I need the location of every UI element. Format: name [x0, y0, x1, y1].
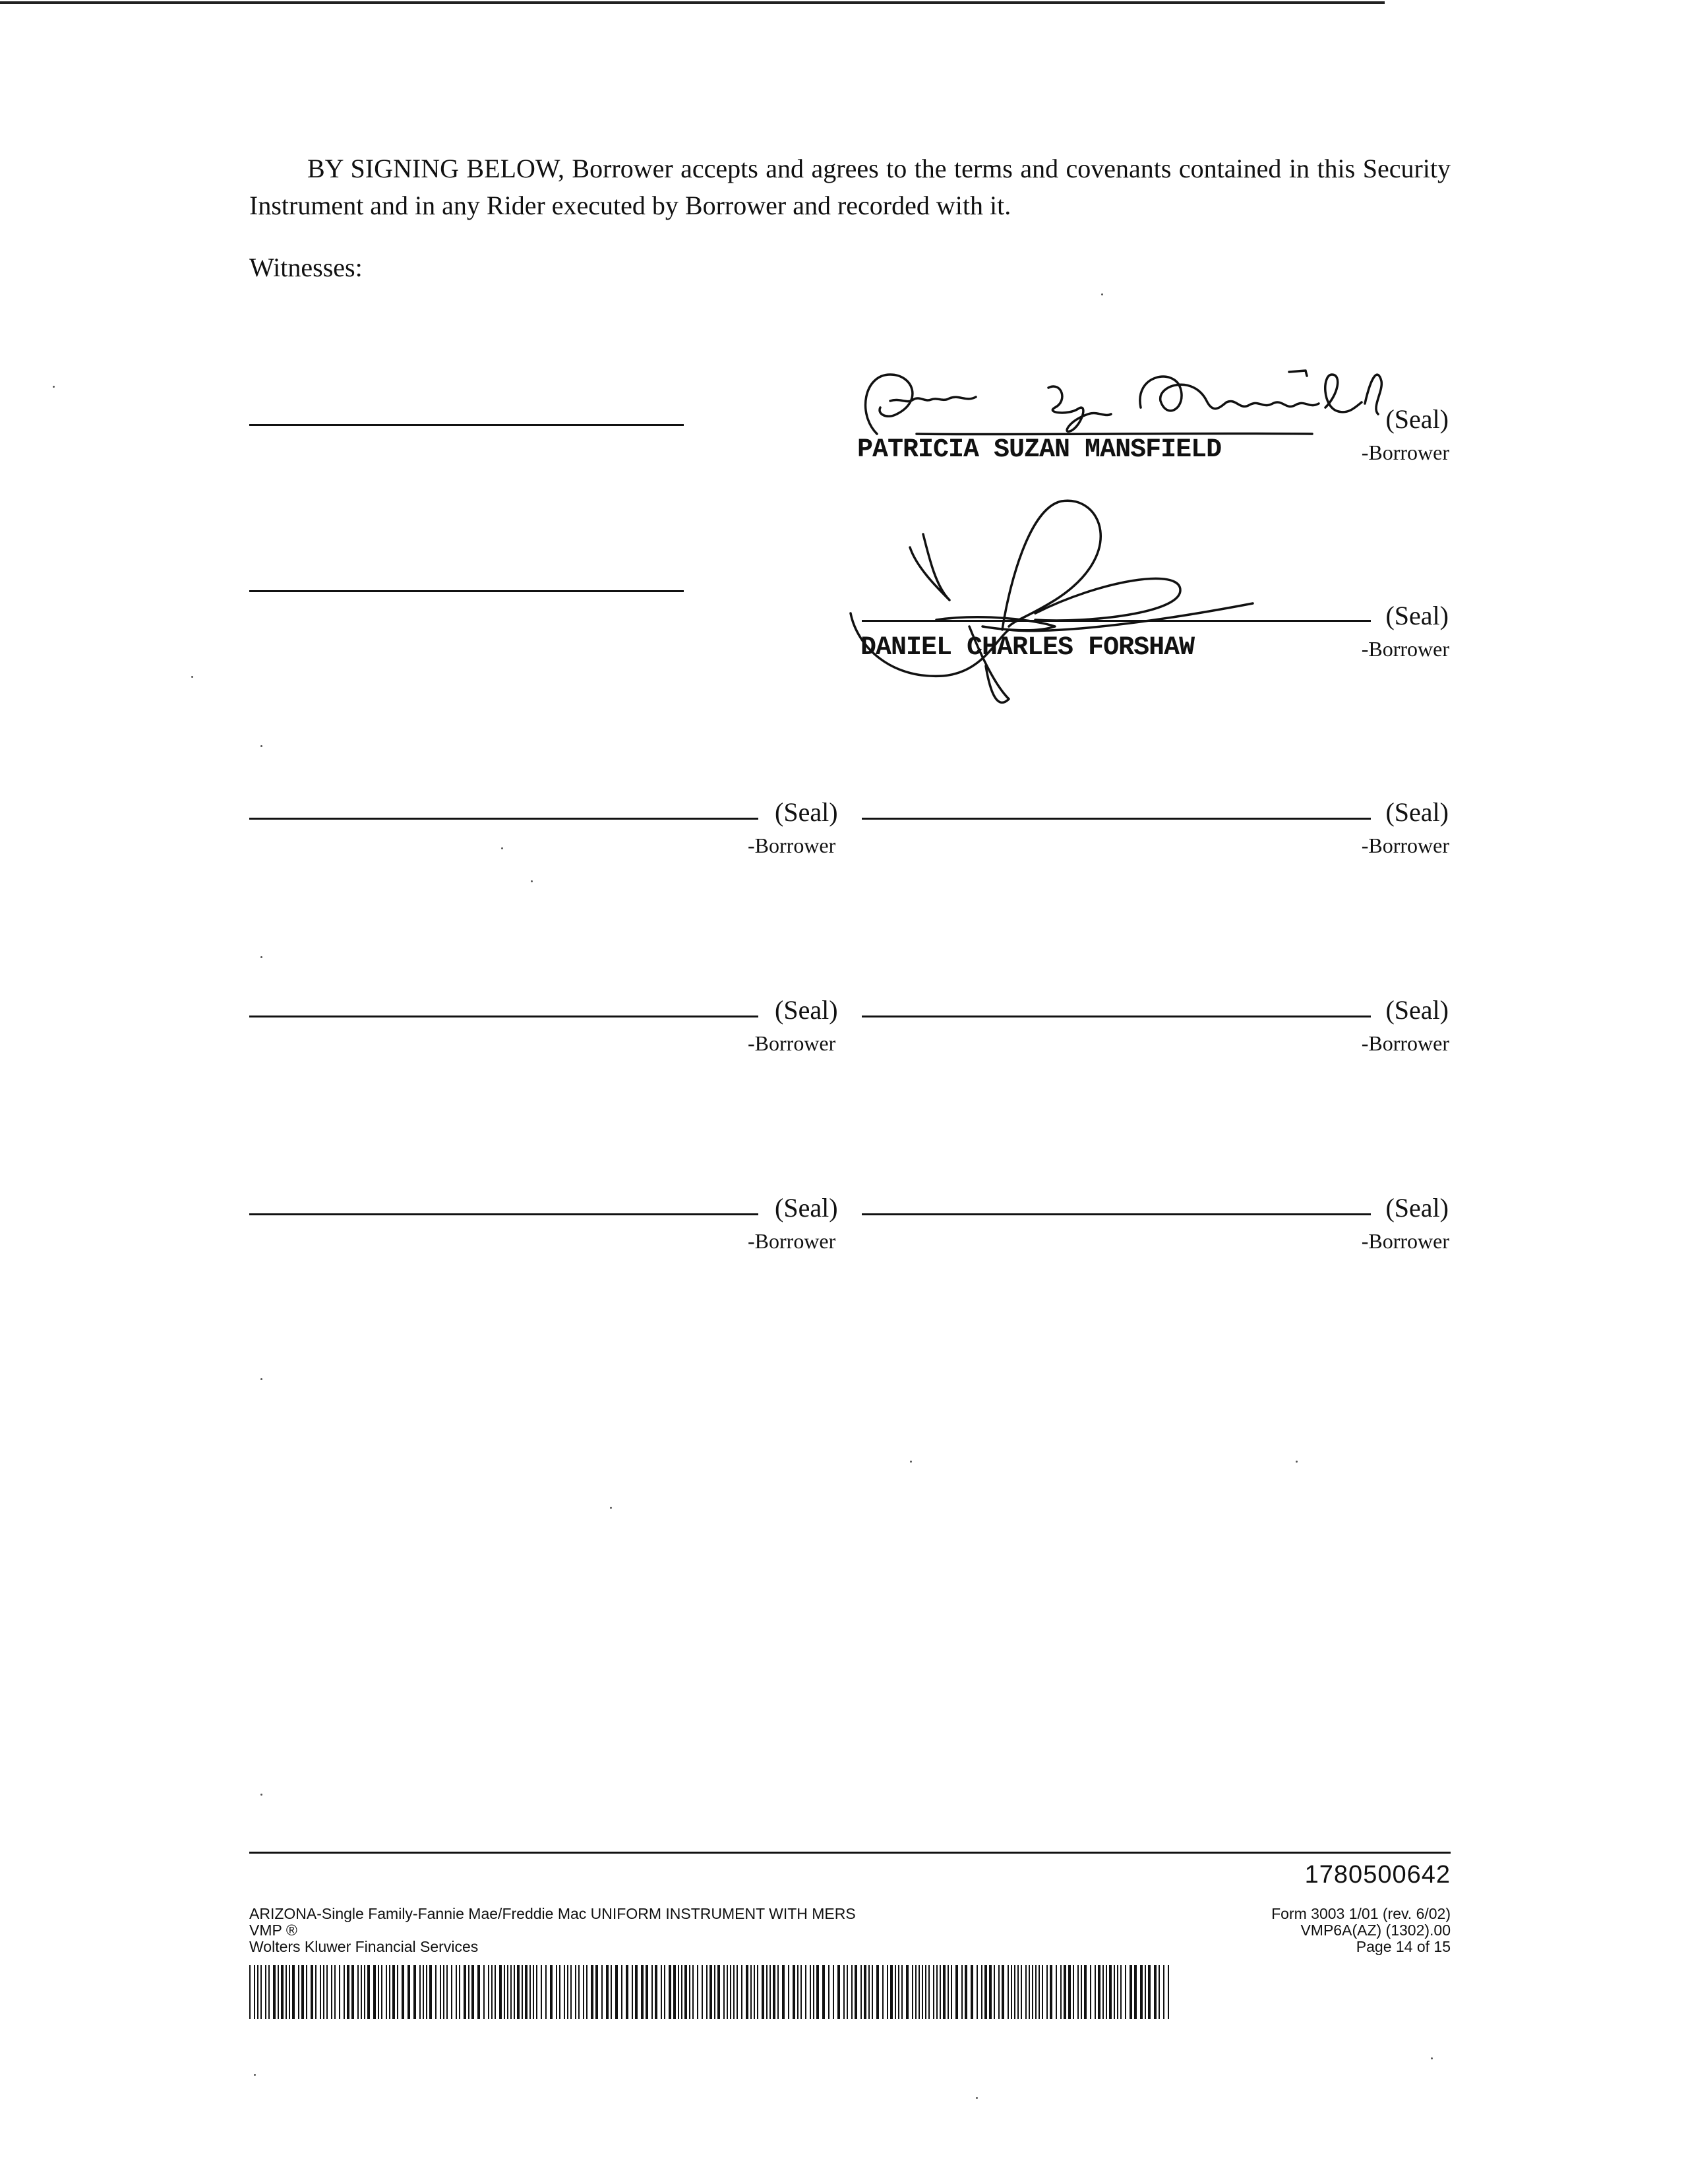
- form-code: VMP6A(AZ) (1302).00: [1300, 1922, 1451, 1939]
- barcode-bar: [281, 1965, 284, 2019]
- barcode-bar: [800, 1965, 802, 2019]
- barcode-bar: [1154, 1965, 1157, 2019]
- barcode-bar: [1068, 1965, 1071, 2019]
- barcode-bar: [692, 1965, 694, 2019]
- barcode-bar: [429, 1965, 432, 2019]
- signer-1-name: PATRICIA SUZAN MANSFIELD: [857, 435, 1222, 465]
- barcode-bar: [928, 1965, 930, 2019]
- borrower-label-signer-2: -Borrower: [1361, 637, 1449, 661]
- barcode-bar: [525, 1965, 528, 2019]
- barcode-bar: [301, 1965, 304, 2019]
- barcode-bar: [1011, 1965, 1012, 2019]
- barcode-bar: [714, 1965, 715, 2019]
- blank-borrower-line: [249, 818, 758, 820]
- borrower-label: -Borrower: [1361, 1031, 1449, 1055]
- barcode-bar: [828, 1965, 829, 2019]
- barcode-bar: [361, 1965, 362, 2019]
- barcode-bar: [678, 1965, 679, 2019]
- barcode-bar: [364, 1965, 365, 2019]
- barcode-bar: [1014, 1965, 1015, 2019]
- barcode-bar: [522, 1965, 523, 2019]
- barcode-bar: [289, 1965, 290, 2019]
- barcode-bar: [1039, 1965, 1040, 2019]
- barcode-bar: [733, 1965, 735, 2019]
- barcode-bar: [559, 1965, 560, 2019]
- barcode-bar: [311, 1965, 313, 2019]
- barcode-bar: [1120, 1965, 1122, 2019]
- barcode-bar: [1148, 1965, 1151, 2019]
- barcode-bar: [583, 1965, 584, 2019]
- barcode-bar: [1090, 1965, 1091, 2019]
- footer-rule: [249, 1852, 1451, 1854]
- blank-borrower-line: [249, 1016, 758, 1017]
- barcode-bar: [249, 1965, 251, 2019]
- barcode-bar: [843, 1965, 845, 2019]
- document-barcode: [249, 1965, 1178, 2019]
- barcode-bar: [989, 1965, 992, 2019]
- barcode-bar: [357, 1965, 359, 2019]
- barcode-bar: [994, 1965, 995, 2019]
- barcode-bar: [578, 1965, 580, 2019]
- barcode-bar: [793, 1965, 795, 2019]
- barcode-bar: [477, 1965, 480, 2019]
- barcode-bar: [456, 1965, 457, 2019]
- barcode-bar: [586, 1965, 588, 2019]
- barcode-bar: [998, 1965, 1000, 2019]
- barcode-bar: [737, 1965, 738, 2019]
- barcode-bar: [868, 1965, 870, 2019]
- borrower-label: -Borrower: [748, 1031, 836, 1055]
- barcode-bar: [1117, 1965, 1118, 2019]
- barcode-bar: [378, 1965, 379, 2019]
- barcode-bar: [491, 1965, 493, 2019]
- barcode-bar: [1002, 1965, 1004, 2019]
- barcode-bar: [564, 1965, 565, 2019]
- barcode-bar: [933, 1965, 934, 2019]
- seal-label: (Seal): [1385, 797, 1449, 827]
- barcode-bar: [541, 1965, 542, 2019]
- barcode-bar: [443, 1965, 444, 2019]
- barcode-bar: [750, 1965, 752, 2019]
- barcode-bar: [567, 1965, 568, 2019]
- barcode-bar: [635, 1965, 638, 2019]
- barcode-bar: [286, 1965, 287, 2019]
- barcode-bar: [426, 1965, 427, 2019]
- barcode-bar: [664, 1965, 665, 2019]
- barcode-bar: [887, 1965, 888, 2019]
- barcode-bar: [782, 1965, 785, 2019]
- barcode-bar: [773, 1965, 775, 2019]
- barcode-bar: [278, 1965, 279, 2019]
- barcode-bar: [977, 1965, 978, 2019]
- barcode-bar: [459, 1965, 460, 2019]
- barcode-bar: [961, 1965, 963, 2019]
- blank-borrower-line: [862, 1016, 1371, 1017]
- barcode-bar: [706, 1965, 708, 2019]
- barcode-bar: [529, 1965, 531, 2019]
- barcode-bar: [495, 1965, 496, 2019]
- barcode-bar: [895, 1965, 896, 2019]
- seal-label: (Seal): [775, 797, 838, 827]
- barcode-bar: [626, 1965, 628, 2019]
- barcode-bar: [517, 1965, 520, 2019]
- barcode-bar: [717, 1965, 720, 2019]
- barcode-bar: [855, 1965, 857, 2019]
- form-title-line: ARIZONA-Single Family-Fannie Mae/Freddie Mac UNIFORM INSTRUMENT WITH MERS: [249, 1905, 856, 1922]
- barcode-bar: [591, 1965, 593, 2019]
- barcode-bar: [273, 1965, 276, 2019]
- barcode-bar: [912, 1965, 913, 2019]
- barcode-bar: [813, 1965, 814, 2019]
- barcode-bar: [646, 1965, 648, 2019]
- barcode-bar: [919, 1965, 920, 2019]
- barcode-bar: [1025, 1965, 1027, 2019]
- barcode-bar: [260, 1965, 262, 2019]
- barcode-bar: [435, 1965, 437, 2019]
- barcode-bar: [373, 1965, 376, 2019]
- borrower-label: -Borrower: [748, 834, 836, 857]
- barcode-bar: [769, 1965, 771, 2019]
- barcode-bar: [601, 1965, 603, 2019]
- barcode-bar: [1145, 1965, 1146, 2019]
- barcode-bar: [906, 1965, 909, 2019]
- barcode-bar: [1134, 1965, 1137, 2019]
- barcode-bar: [833, 1965, 834, 2019]
- barcode-bar: [606, 1965, 609, 2019]
- barcode-bar: [1050, 1965, 1052, 2019]
- borrower-signature-2: [837, 488, 1273, 712]
- barcode-bar: [1130, 1965, 1132, 2019]
- barcode-bar: [268, 1965, 270, 2019]
- barcode-bar: [419, 1965, 421, 2019]
- form-number: Form 3003 1/01 (rev. 6/02): [1271, 1905, 1451, 1922]
- barcode-bar: [536, 1965, 537, 2019]
- barcode-bar: [788, 1965, 789, 2019]
- barcode-bar: [971, 1965, 973, 2019]
- barcode-bar: [955, 1965, 958, 2019]
- barcode-bar: [681, 1965, 682, 2019]
- barcode-bar: [822, 1965, 825, 2019]
- barcode-bar: [446, 1965, 448, 2019]
- barcode-bar: [367, 1965, 370, 2019]
- barcode-bar: [632, 1965, 633, 2019]
- barcode-bar: [1073, 1965, 1074, 2019]
- barcode-bar: [570, 1965, 572, 2019]
- barcode-bar: [762, 1965, 764, 2019]
- barcode-bar: [1098, 1965, 1100, 2019]
- barcode-bar: [344, 1965, 345, 2019]
- barcode-bar: [507, 1965, 508, 2019]
- barcode-bar: [951, 1965, 952, 2019]
- barcode-bar: [550, 1965, 553, 2019]
- seal-label: (Seal): [1385, 995, 1449, 1025]
- borrower-label: -Borrower: [748, 1229, 836, 1253]
- signing-statement-text: BY SIGNING BELOW, Borrower accepts and agrees to the terms and covenants contained in this Security Instrument and in any Rider executed by Borrower and recorded with it.: [249, 154, 1451, 220]
- barcode-bar: [925, 1965, 926, 2019]
- barcode-bar: [1029, 1965, 1030, 2019]
- seal-label-signer-2: (Seal): [1385, 601, 1449, 630]
- barcode-bar: [847, 1965, 848, 2019]
- barcode-bar: [351, 1965, 354, 2019]
- barcode-bar: [386, 1965, 387, 2019]
- barcode-bar: [315, 1965, 316, 2019]
- barcode-bar: [922, 1965, 923, 2019]
- barcode-bar: [943, 1965, 946, 2019]
- barcode-bar: [471, 1965, 474, 2019]
- barcode-bar: [292, 1965, 295, 2019]
- barcode-bar: [254, 1965, 255, 2019]
- barcode-bar: [1106, 1965, 1107, 2019]
- barcode-bar: [702, 1965, 703, 2019]
- barcode-bar: [334, 1965, 336, 2019]
- barcode-bar: [898, 1965, 899, 2019]
- barcode-bar: [837, 1965, 840, 2019]
- barcode-bar: [326, 1965, 328, 2019]
- barcode-bar: [915, 1965, 917, 2019]
- barcode-bar: [1114, 1965, 1115, 2019]
- barcode-bar: [407, 1965, 410, 2019]
- publisher-line: Wolters Kluwer Financial Services: [249, 1938, 479, 1955]
- borrower-label-signer-1: -Borrower: [1361, 440, 1449, 464]
- barcode-bar: [381, 1965, 382, 2019]
- barcode-bar: [872, 1965, 873, 2019]
- vmp-line: VMP ®: [249, 1922, 297, 1939]
- barcode-bar: [306, 1965, 307, 2019]
- witness-signature-line-1: [249, 424, 684, 426]
- barcode-bar: [1017, 1965, 1019, 2019]
- barcode-bar: [611, 1965, 612, 2019]
- barcode-bar: [510, 1965, 512, 2019]
- witnesses-label: Witnesses:: [249, 253, 363, 282]
- barcode-bar: [777, 1965, 779, 2019]
- barcode-bar: [965, 1965, 967, 2019]
- blank-borrower-line: [249, 1213, 758, 1215]
- barcode-bar: [1084, 1965, 1087, 2019]
- barcode-bar: [1125, 1965, 1126, 2019]
- barcode-bar: [339, 1965, 340, 2019]
- page-number: Page 14 of 15: [1356, 1938, 1451, 1955]
- barcode-bar: [1046, 1965, 1048, 2019]
- barcode-bar: [389, 1965, 390, 2019]
- barcode-bar: [545, 1965, 547, 2019]
- barcode-bar: [320, 1965, 321, 2019]
- barcode-bar: [347, 1965, 349, 2019]
- barcode-bar: [797, 1965, 799, 2019]
- borrower-label: -Borrower: [1361, 1229, 1449, 1253]
- barcode-bar: [323, 1965, 324, 2019]
- barcode-bar: [981, 1965, 982, 2019]
- barcode-bar: [556, 1965, 557, 2019]
- barcode-bar: [810, 1965, 811, 2019]
- barcode-bar: [661, 1965, 662, 2019]
- barcode-bar: [298, 1965, 299, 2019]
- barcode-bar: [499, 1965, 502, 2019]
- barcode-bar: [655, 1965, 657, 2019]
- barcode-bar: [673, 1965, 676, 2019]
- barcode-bar: [464, 1965, 466, 2019]
- barcode-bar: [1008, 1965, 1009, 2019]
- barcode-bar: [1032, 1965, 1033, 2019]
- barcode-bar: [392, 1965, 395, 2019]
- barcode-bar: [1064, 1965, 1066, 2019]
- barcode-bar: [901, 1965, 903, 2019]
- barcode-bar: [533, 1965, 534, 2019]
- barcode-bar: [669, 1965, 671, 2019]
- seal-label-signer-1: (Seal): [1385, 404, 1449, 434]
- barcode-bar: [423, 1965, 424, 2019]
- barcode-bar: [746, 1965, 748, 2019]
- witness-signature-line-2: [249, 590, 684, 592]
- barcode-bar: [1042, 1965, 1043, 2019]
- barcode-bar: [331, 1965, 332, 2019]
- scan-top-edge: [0, 1, 1385, 4]
- barcode-bar: [1021, 1965, 1022, 2019]
- barcode-bar: [882, 1965, 884, 2019]
- barcode-bar: [876, 1965, 879, 2019]
- barcode-bar: [451, 1965, 452, 2019]
- barcode-bar: [816, 1965, 819, 2019]
- barcode-bar: [504, 1965, 505, 2019]
- barcode-bar: [483, 1965, 485, 2019]
- barcode-bar: [514, 1965, 515, 2019]
- barcode-bar: [1109, 1965, 1112, 2019]
- barcode-bar: [1095, 1965, 1096, 2019]
- barcode-bar: [402, 1965, 404, 2019]
- form-identifiers: [1271, 1906, 1451, 1955]
- barcode-bar: [413, 1965, 416, 2019]
- barcode-bar: [257, 1965, 258, 2019]
- barcode-bar: [689, 1965, 690, 2019]
- barcode-bar: [1102, 1965, 1104, 2019]
- signer-2-name: DANIEL CHARLES FORSHAW: [860, 633, 1195, 663]
- barcode-bar: [651, 1965, 653, 2019]
- barcode-bar: [621, 1965, 622, 2019]
- blank-borrower-line: [862, 1213, 1371, 1215]
- barcode-bar: [940, 1965, 941, 2019]
- barcode-bar: [860, 1965, 862, 2019]
- barcode-bar: [984, 1965, 987, 2019]
- barcode-bar: [697, 1965, 698, 2019]
- barcode-bar: [488, 1965, 489, 2019]
- barcode-bar: [575, 1965, 576, 2019]
- barcode-bar: [948, 1965, 949, 2019]
- barcode-bar: [1168, 1965, 1169, 2019]
- barcode-bar: [397, 1965, 398, 2019]
- barcode-bar: [641, 1965, 644, 2019]
- barcode-bar: [265, 1965, 266, 2019]
- barcode-bar: [1060, 1965, 1062, 2019]
- signing-statement: [249, 150, 1451, 224]
- barcode-bar: [754, 1965, 755, 2019]
- barcode-bar: [936, 1965, 938, 2019]
- barcode-bar: [864, 1965, 866, 2019]
- barcode-bar: [1035, 1965, 1037, 2019]
- barcode-bar: [1056, 1965, 1057, 2019]
- barcode-bar: [1077, 1965, 1079, 2019]
- barcode-bar: [595, 1965, 598, 2019]
- barcode-bar: [615, 1965, 618, 2019]
- barcode-bar: [741, 1965, 742, 2019]
- barcode-bar: [730, 1965, 731, 2019]
- barcode-bar: [805, 1965, 806, 2019]
- barcode-bar: [723, 1965, 725, 2019]
- form-description: [249, 1906, 856, 1955]
- seal-label: (Seal): [1385, 1193, 1449, 1223]
- borrower-label: -Borrower: [1361, 834, 1449, 857]
- barcode-bar: [1159, 1965, 1160, 2019]
- barcode-bar: [1163, 1965, 1164, 2019]
- barcode-bar: [1140, 1965, 1143, 2019]
- barcode-bar: [766, 1965, 768, 2019]
- barcode-bar: [440, 1965, 441, 2019]
- barcode-bar: [757, 1965, 758, 2019]
- seal-label: (Seal): [775, 1193, 838, 1223]
- barcode-bar: [709, 1965, 712, 2019]
- seal-label: (Seal): [775, 995, 838, 1025]
- barcode-bar: [851, 1965, 853, 2019]
- barcode-bar: [727, 1965, 728, 2019]
- barcode-bar: [468, 1965, 469, 2019]
- blank-borrower-line: [862, 818, 1371, 820]
- barcode-bar: [1081, 1965, 1082, 2019]
- loan-number: 1780500642: [1304, 1861, 1451, 1889]
- barcode-bar: [684, 1965, 687, 2019]
- barcode-bar: [890, 1965, 893, 2019]
